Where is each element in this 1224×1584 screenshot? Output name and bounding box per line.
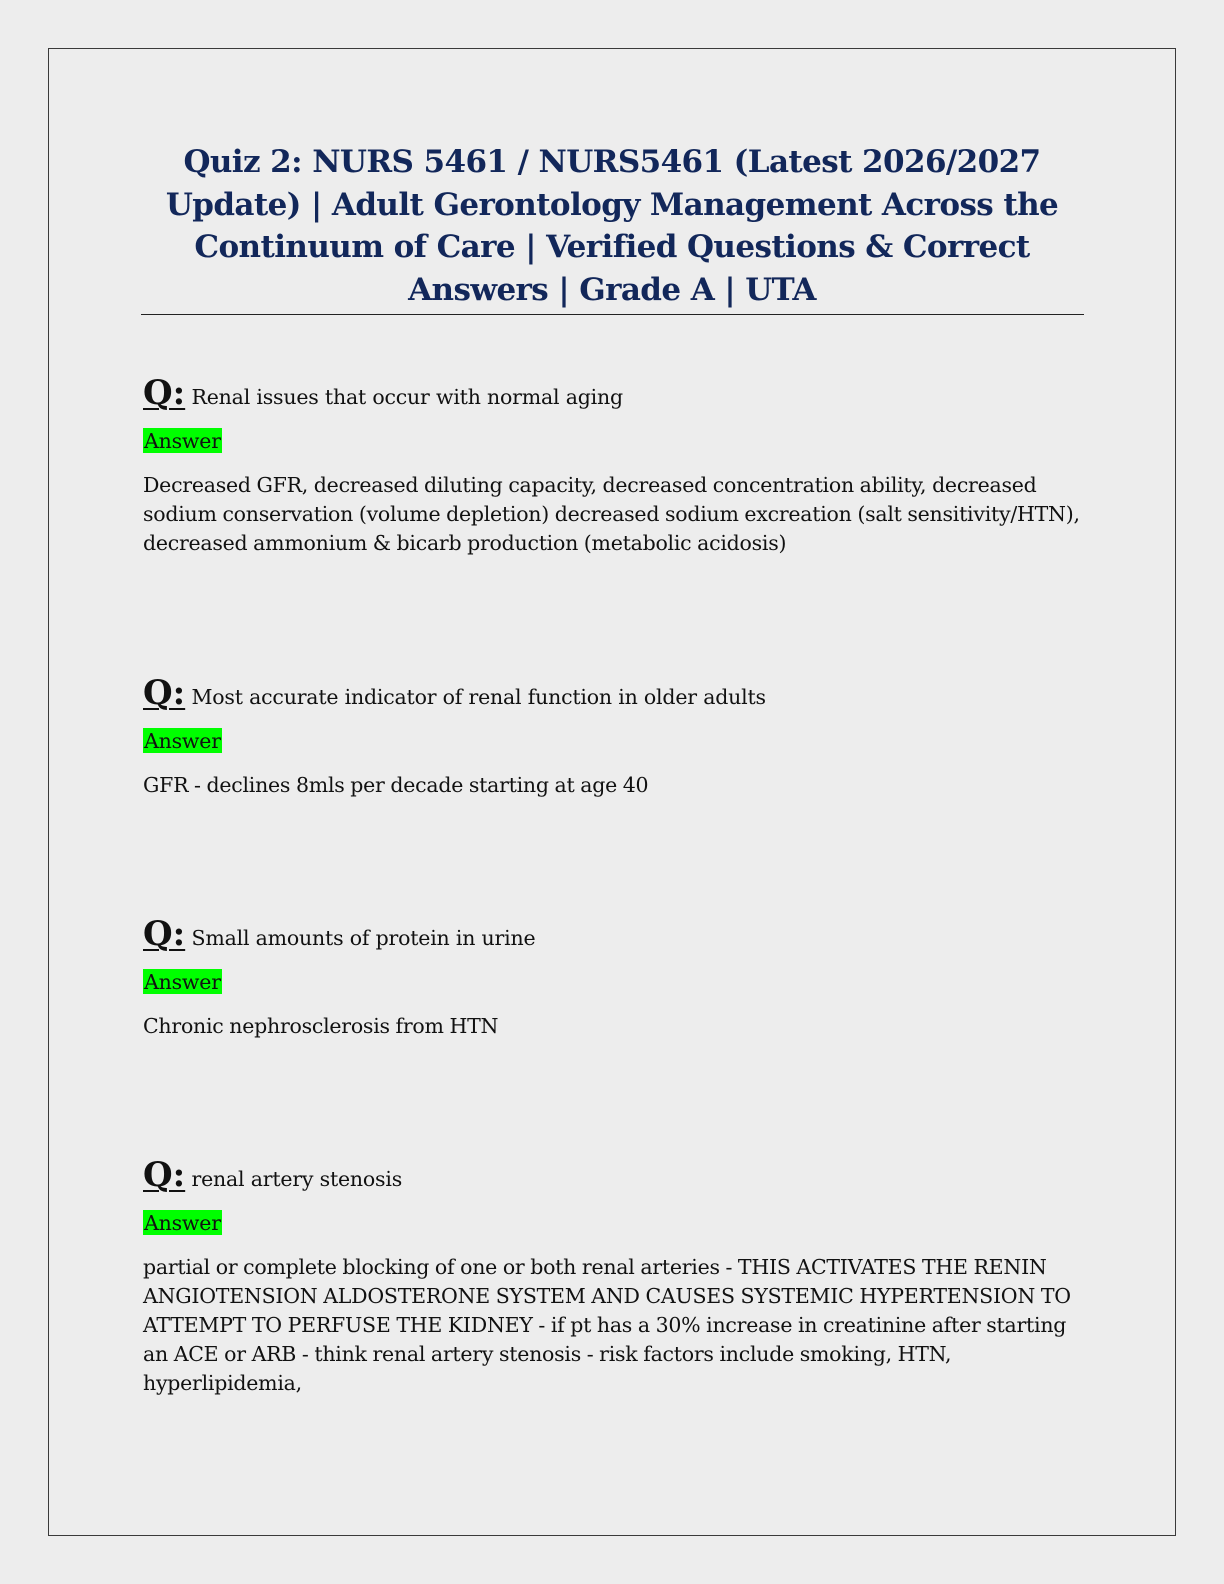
question-line xyxy=(143,673,1088,714)
question-line xyxy=(143,914,1088,955)
question-text: Most accurate indicator of renal function in older adults xyxy=(191,685,766,709)
answer-label: Answer xyxy=(144,970,221,994)
question-marker: Q: xyxy=(143,373,186,413)
question-marker: Q: xyxy=(143,1155,186,1195)
answer-text: Chronic nephrosclerosis from HTN xyxy=(143,1014,499,1038)
question-text: Small amounts of protein in urine xyxy=(191,926,536,950)
question-line xyxy=(143,373,1088,414)
document-title: Quiz 2: NURS 5461 / NURS5461 (Latest 2026/2027 Update) | Adult Gerontology Management Across the Continuum of Care | Verified Questions & Correct Answers | Grade A | UTA xyxy=(165,144,1059,308)
answer-text: Decreased GFR, decreased diluting capacity, decreased concentration ability, decreased sodium conservation (volume depletion) decreased sodium excreation (salt sensitivity/HTN), decreased ammonium & bicarb production (metabolic acidosis) xyxy=(143,473,1080,555)
qa-item-3 xyxy=(143,914,1088,1041)
answer-label: Answer xyxy=(144,729,221,753)
title-divider xyxy=(141,314,1084,315)
answer-text: partial or complete blocking of one or both renal arteries - THIS ACTIVATES THE RENIN ANGIOTENSION ALDOSTERONE SYSTEM AND CAUSES SYSTEMIC HYPERTENSION TO ATTEMPT TO PERFUSE THE KIDNEY - if pt has a 30% increase in creatinine after starting an ACE or ARB - think renal artery stenosis - risk factors include smoking, HTN, hyperlipidemia, xyxy=(143,1255,1071,1395)
question-marker: Q: xyxy=(143,673,186,713)
qa-item-1 xyxy=(143,373,1088,558)
answer-text: GFR - declines 8mls per decade starting at age 40 xyxy=(143,773,649,797)
answer-label: Answer xyxy=(144,1211,221,1235)
question-text: renal artery stenosis xyxy=(191,1167,403,1191)
qa-item-4 xyxy=(143,1155,1088,1398)
answer-label: Answer xyxy=(144,429,221,453)
question-line xyxy=(143,1155,1088,1196)
qa-item-2 xyxy=(143,673,1088,800)
question-text: Renal issues that occur with normal aging xyxy=(191,385,623,409)
question-marker: Q: xyxy=(143,914,186,954)
